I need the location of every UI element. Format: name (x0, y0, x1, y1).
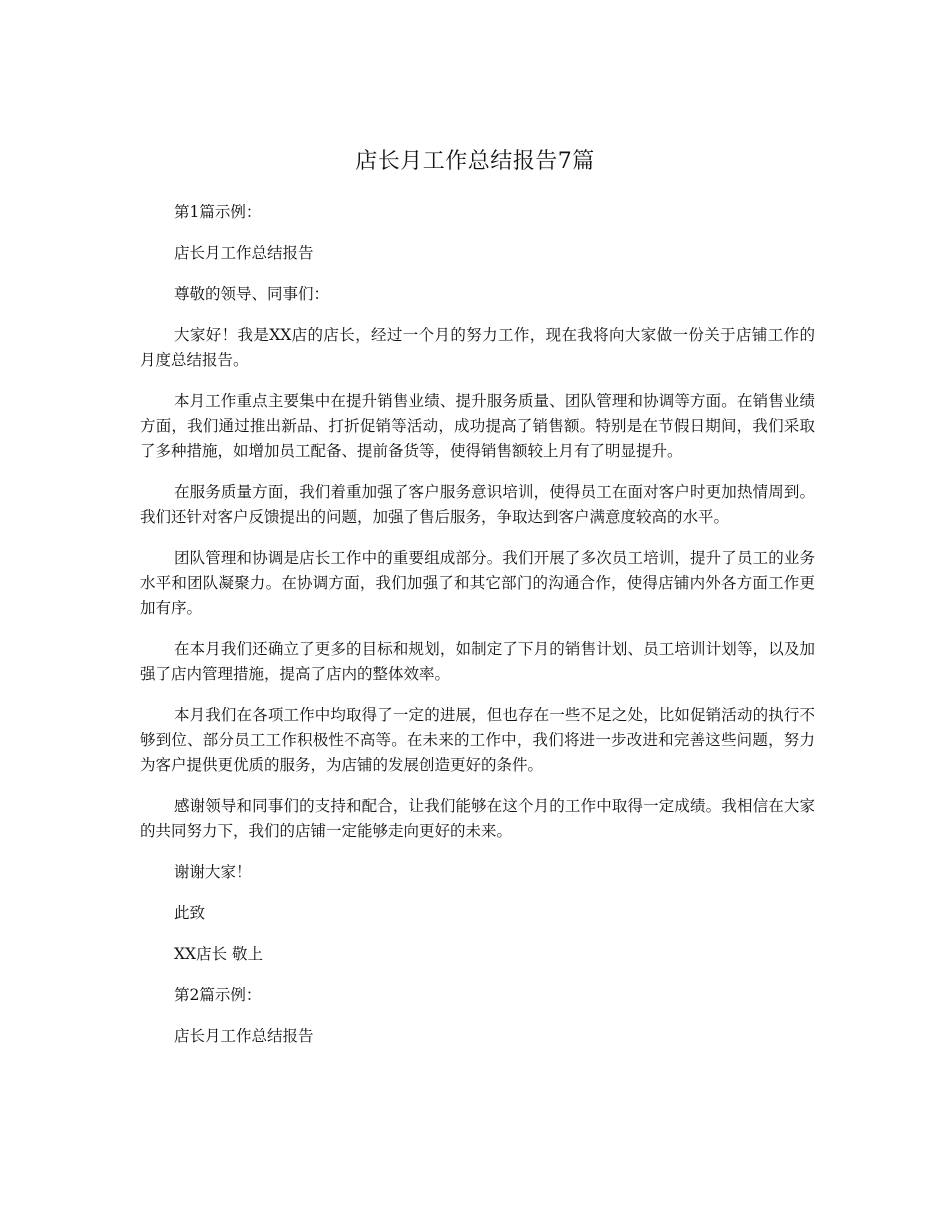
body-paragraph: 本月我们在各项工作中均取得了一定的进展，但也存在一些不足之处，比如促销活动的执行不够到位、部分员工工作积极性不高等。在未来的工作中，我们将进一步改进和完善这些问题，努力为客户提供更优质的服务，为店铺的发展创造更好的条件。 (140, 706, 815, 774)
body-paragraph: 大家好！我是XX店的店长，经过一个月的努力工作，现在我将向大家做一份关于店铺工作的月度总结报告。 (140, 326, 815, 369)
document-title: 店长月工作总结报告7篇 (355, 149, 595, 174)
section-heading-1: 第1篇示例： (174, 203, 262, 221)
closing-regards: 此致 (174, 904, 206, 922)
body-paragraph: 在本月我们还确立了更多的目标和规划，如制定了下月的销售计划、员工培训计划等，以及加强了店内管理措施，提高了店内的整体效率。 (140, 640, 815, 683)
document-body (140, 200, 815, 1065)
report-title: 店长月工作总结报告 (174, 244, 314, 262)
report-title: 店长月工作总结报告 (174, 1027, 314, 1045)
body-paragraph: 团队管理和协调是店长工作中的重要组成部分。我们开展了多次员工培训，提升了员工的业务水平和团队凝聚力。在协调方面，我们加强了和其它部门的沟通合作，使得店铺内外各方面工作更加有序。 (140, 549, 815, 617)
body-paragraph: 感谢领导和同事们的支持和配合，让我们能够在这个月的工作中取得一定成绩。我相信在大家的共同努力下，我们的店铺一定能够走向更好的未来。 (140, 797, 815, 840)
closing-thanks: 谢谢大家！ (174, 863, 252, 881)
body-paragraph: 在服务质量方面，我们着重加强了客户服务意识培训，使得员工在面对客户时更加热情周到。我们还针对客户反馈提出的问题，加强了售后服务，争取达到客户满意度较高的水平。 (140, 483, 815, 526)
salutation: 尊敬的领导、同事们： (174, 285, 330, 303)
section-heading-2: 第2篇示例： (174, 986, 262, 1004)
signature: XX店长 敬上 (174, 945, 263, 963)
body-paragraph: 本月工作重点主要集中在提升销售业绩、提升服务质量、团队管理和协调等方面。在销售业绩方面，我们通过推出新品、打折促销等活动，成功提高了销售额。特别是在节假日期间，我们采取了多种措施，如增加员工配备、提前备货等，使得销售额较上月有了明显提升。 (140, 392, 815, 460)
